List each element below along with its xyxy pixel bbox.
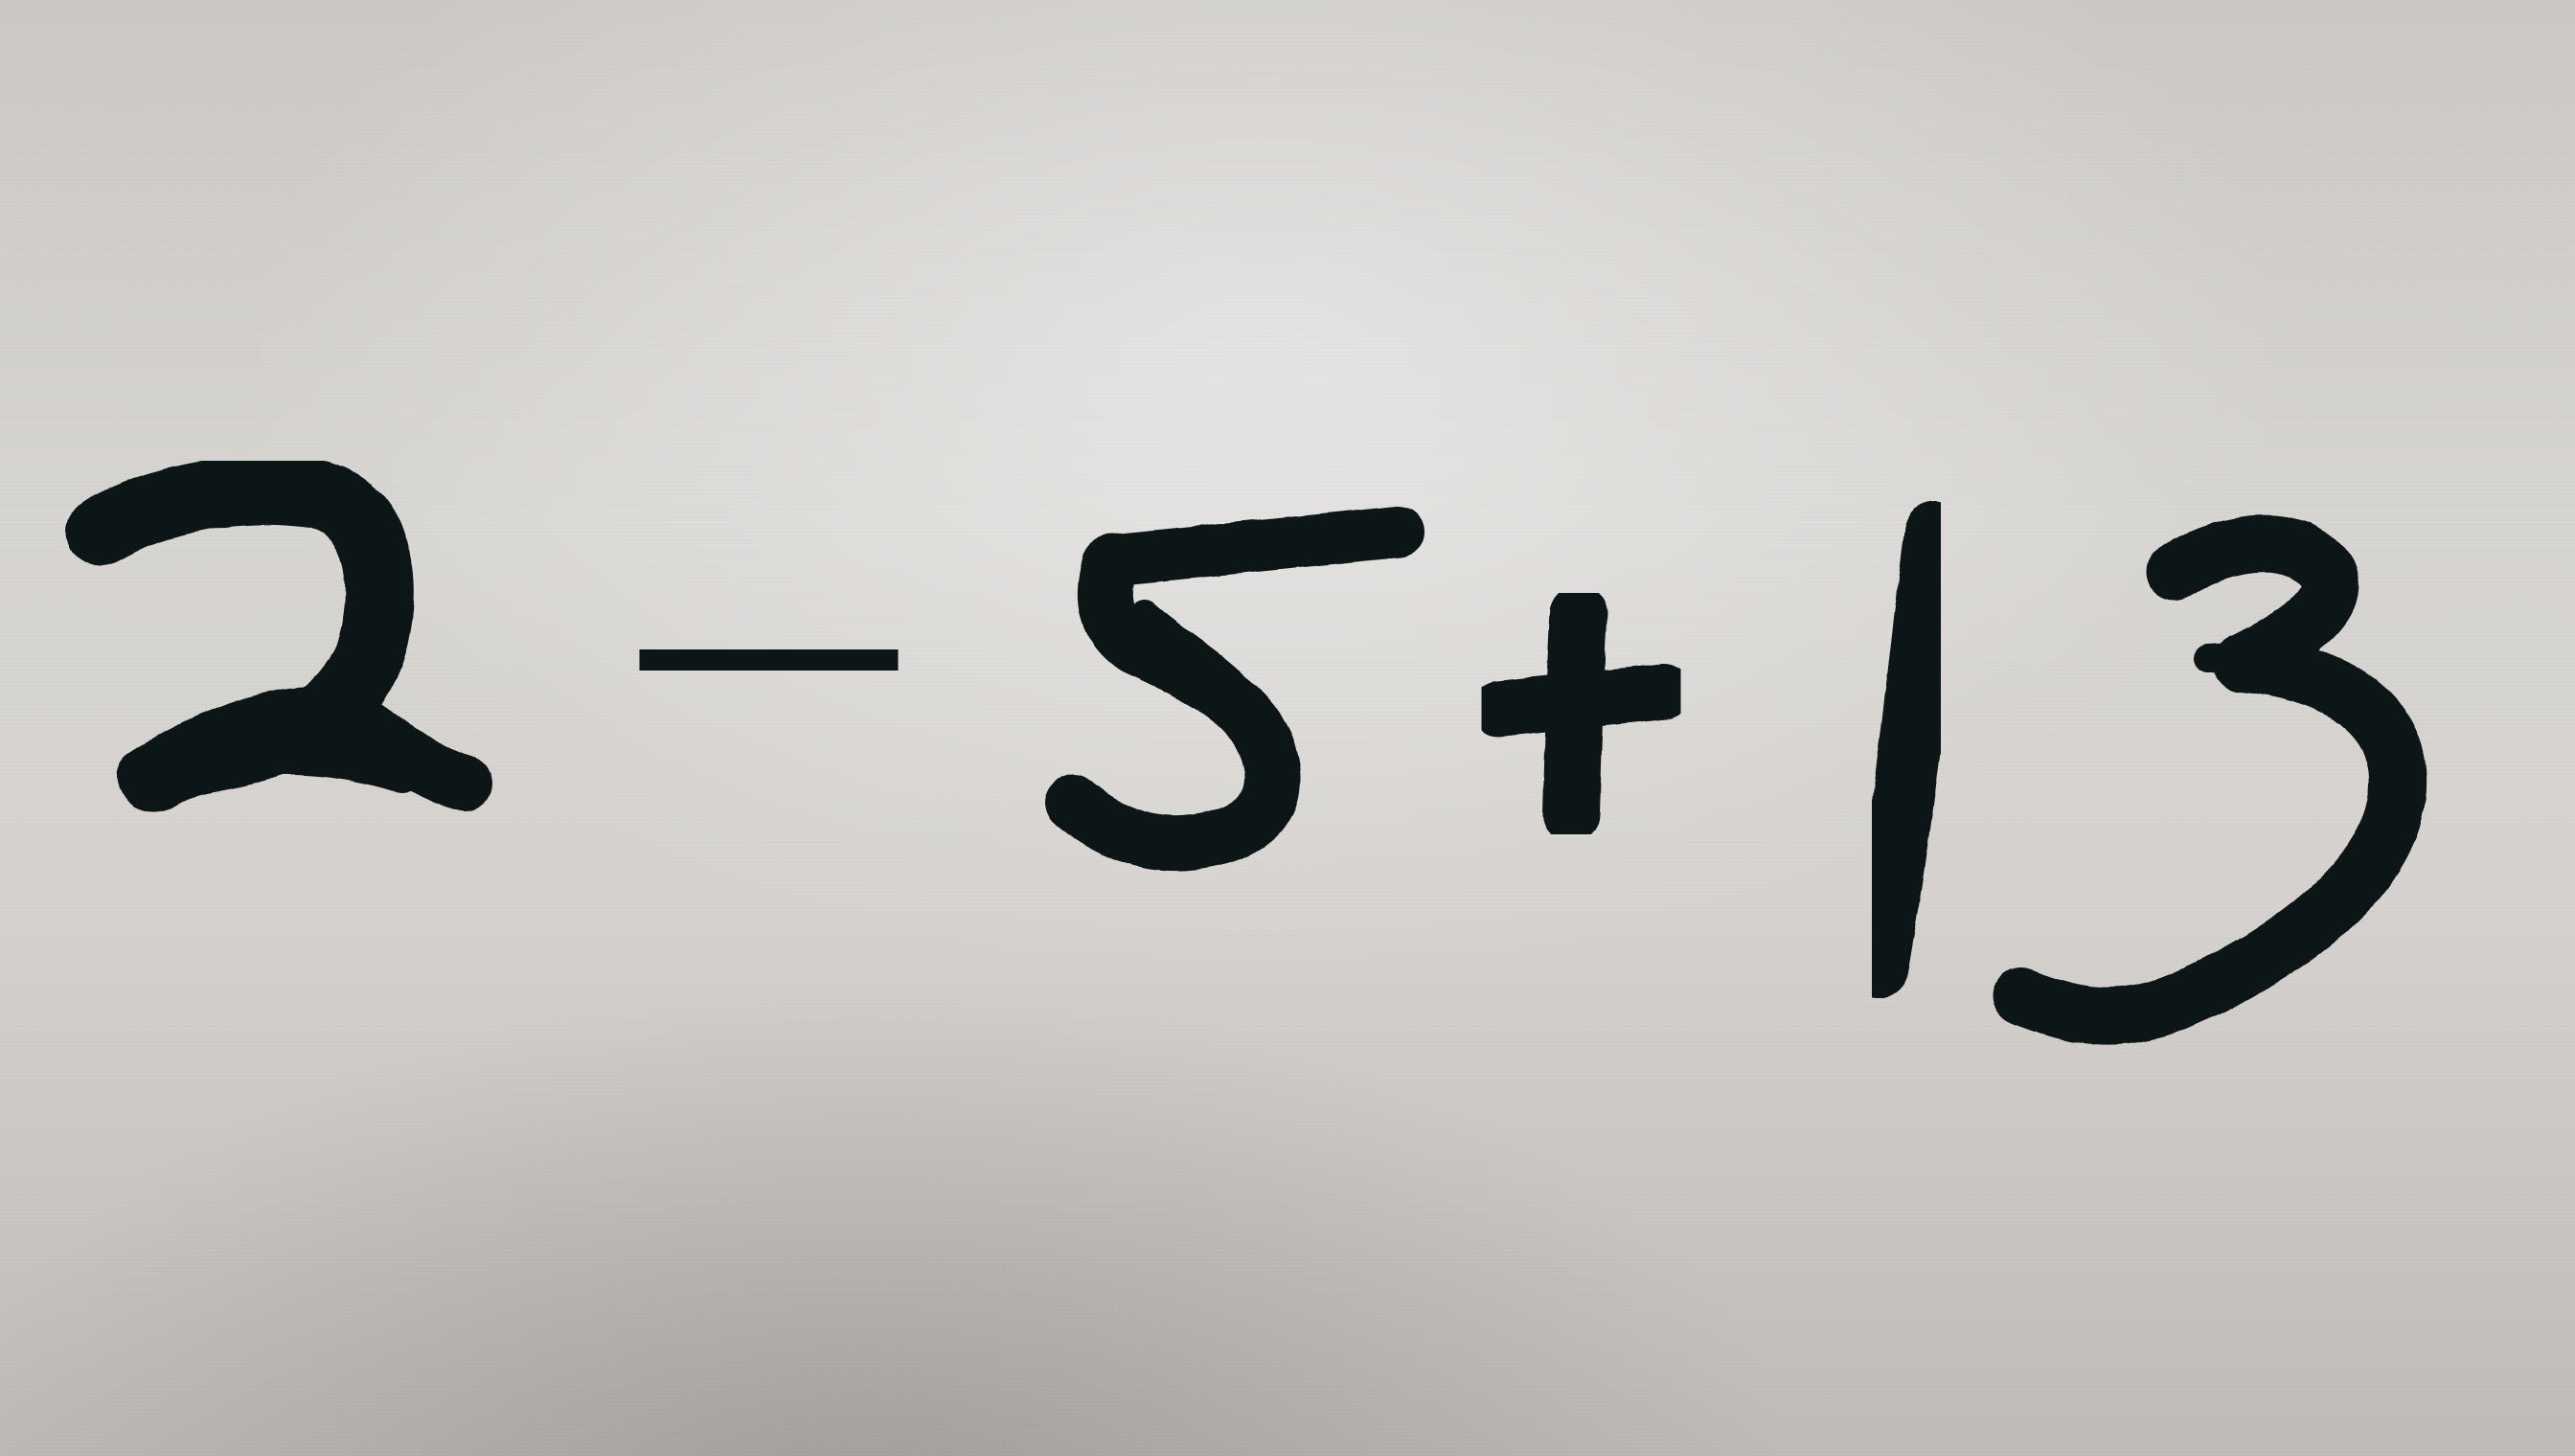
plus-sign (1498, 613, 1664, 814)
digit-three (2021, 544, 2398, 1016)
minus-sign (661, 651, 877, 669)
digit-five (1073, 532, 1399, 844)
digit-two (101, 490, 465, 784)
digit-one (1878, 532, 1935, 967)
